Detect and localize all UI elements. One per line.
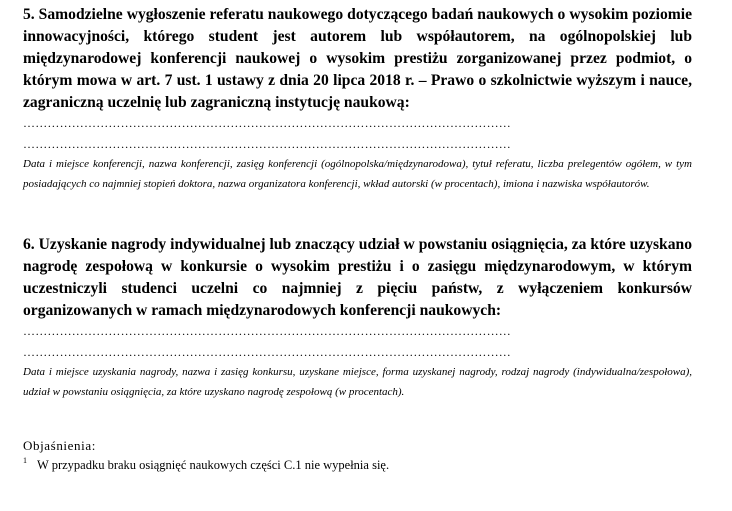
section-6-answer-line-2[interactable]: ………………………………………………………………………………………………………… (23, 345, 511, 359)
section-6 (23, 234, 692, 402)
section-6-heading: 6. Uzyskanie nagrody indywidualnej lub znaczący udział w powstaniu osiągnięcia, za które uzyskano nagrodę zespołową w konkursie o wysokim prestiżu i o zasięgu międzynarodowym, w którym uczestniczyli studenci uczelni co najmniej z pięciu państw, z wyłączeniem konkursów organizowanych w ramach międzynarodowych konferencji naukowych: (23, 236, 692, 319)
footnote-marker: 1 (23, 456, 27, 465)
section-5-answer-line-2[interactable]: ………………………………………………………………………………………………………… (23, 137, 511, 151)
footnote (23, 456, 389, 473)
section-5 (23, 4, 692, 194)
footnote-text: W przypadku braku osiągnięć naukowych części C.1 nie wypełnia się. (37, 458, 390, 472)
section-5-answer-line-1[interactable]: ………………………………………………………………………………………………………… (23, 116, 511, 130)
section-6-note: Data i miejsce uzyskania nagrody, nazwa i zasięg konkursu, uzyskane miejsce, forma uzyskanej nagrody, rodzaj nagrody (indywidualna/zespołowa), udział w powstaniu osiągnięcia, za które uzyskano nagrodę zespołową (w procentach). (23, 366, 692, 398)
explanations-title: Objaśnienia: (23, 438, 96, 453)
section-6-answer-line-1[interactable]: ………………………………………………………………………………………………………… (23, 324, 511, 338)
section-5-heading: 5. Samodzielne wygłoszenie referatu naukowego dotyczącego badań naukowych o wysokim poziomie innowacyjności, którego student jest autorem lub współautorem, na ogólnopolskiej lub międzynarodowej konferencji naukowej o wysokim prestiżu zorganizowanej przez podmiot, o którym mowa w art. 7 ust. 1 ustawy z dnia 20 lipca 2018 r. – Prawo o szkolnictwie wyższym i nauce, zagraniczną uczelnię lub zagraniczną instytucję naukową: (23, 6, 692, 111)
section-5-note: Data i miejsce konferencji, nazwa konferencji, zasięg konferencji (ogólnopolska/międzynarodowa), tytuł referatu, liczba prelegentów ogółem, w tym posiadających co najmniej stopień doktora, nazwa organizatora konferencji, wkład autorski (w procentach), imiona i nazwiska współautorów. (23, 158, 692, 190)
